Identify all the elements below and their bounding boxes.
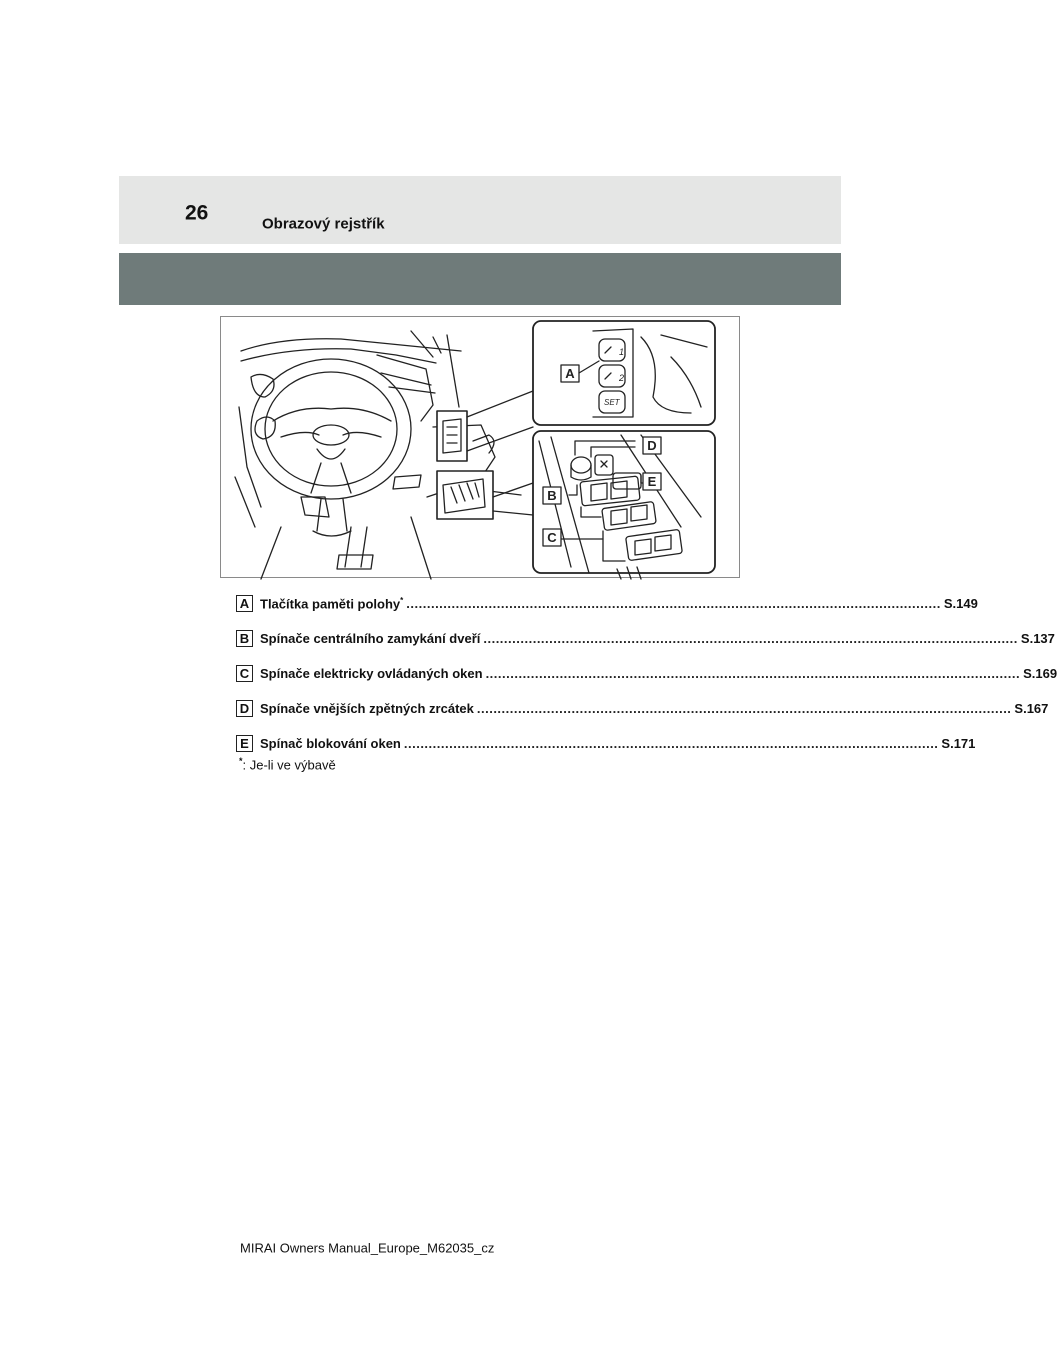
section-title: Obrazový rejstřík [262,215,385,233]
legend-item [236,656,1057,691]
page-reference[interactable]: S.169 [1023,666,1057,681]
memory-button-1-label: 1 [619,347,625,357]
callout-e: E [647,474,657,489]
page-reference[interactable]: S.149 [943,596,978,611]
cockpit-illustration [220,316,740,578]
page-reference[interactable]: S.167 [1014,701,1049,716]
memory-button-2-label: 2 [619,373,625,383]
callout-c: C [547,530,557,545]
page-reference[interactable]: S.137 [1020,631,1055,646]
dot-leader: .................................................................................................................................. [403,736,939,751]
callout-b: B [547,488,557,503]
footnote [239,756,336,772]
page-footer: MIRAI Owners Manual_Europe_M62035_cz [240,1240,495,1256]
page-number: 26 [185,201,209,225]
footnote-marker: * [239,756,243,766]
legend-label: Spínače elektricky ovládaných oken [260,666,483,681]
callout-d: D [647,438,657,453]
legend-label-text: Tlačítka paměti polohy [260,596,401,612]
callout-a: A [565,366,575,381]
legend-letter-b: B [236,630,253,647]
dot-leader: .................................................................................................................................. [485,666,1021,681]
section-band [119,253,841,305]
dot-leader: .................................................................................................................................. [476,701,1012,716]
legend-letter-c: C [236,665,253,682]
legend-letter-a: A [236,595,253,612]
page-reference[interactable]: S.171 [941,736,976,751]
dot-leader: .................................................................................................................................. [406,596,941,611]
legend-label [260,596,403,611]
legend-letter-e: E [236,735,253,752]
footnote-text: : Je-li ve výbavě [242,757,336,773]
dot-leader: .................................................................................................................................. [483,631,1018,646]
legend-item [236,621,1055,656]
header-band [119,176,841,244]
legend-label: Spínače centrálního zamykání dveří [260,631,481,646]
legend-list [236,586,1057,761]
memory-button-set-label: SET [604,398,620,407]
legend-item [236,586,978,621]
legend-letter-d: D [236,700,253,717]
cockpit-drawing [221,317,741,579]
footnote-marker: * [400,595,404,605]
legend-item [236,691,1049,726]
legend-label: Spínač blokování oken [260,736,401,751]
legend-label: Spínače vnějších zpětných zrcátek [260,701,474,716]
